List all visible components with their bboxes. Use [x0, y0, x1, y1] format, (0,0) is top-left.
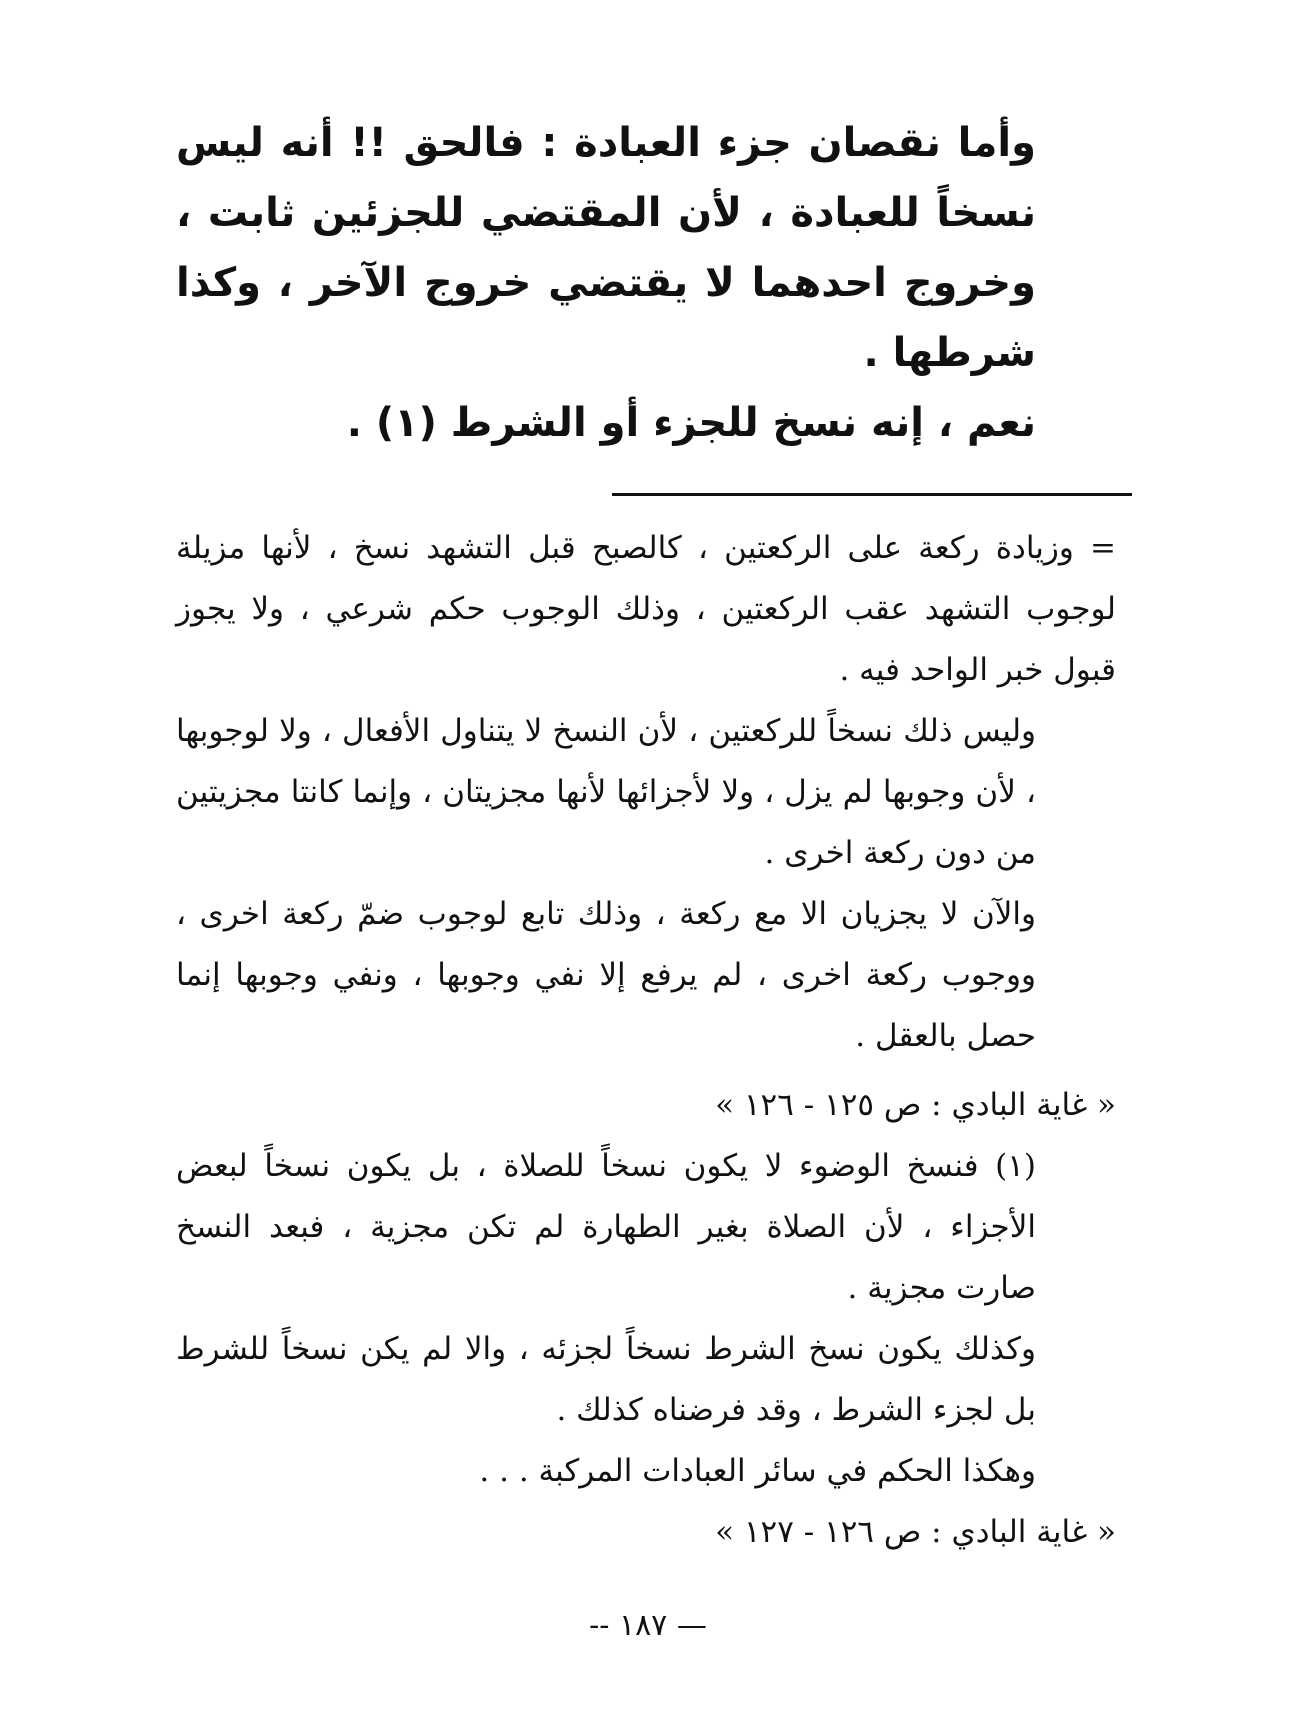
footnote-separator [612, 493, 1132, 496]
main-paragraph: نعم ، إنه نسخ للجزء أو الشرط (١) . [346, 400, 1036, 446]
footnote-source: « غاية البادي : ص ١٢٥ - ١٢٦ » [715, 1087, 1116, 1123]
footnote-paragraph: = وزيادة ركعة على الركعتين ، كالصبح قبل التشهد نسخ ، لأنها مزيلة لوجوب التشهد عقب الركعتين ، وذلك الوجوب حكم شرعي ، ولا يجوز قبول خبر الواحد فيه . [176, 530, 1116, 688]
footnote-paragraph: والآن لا يجزيان الا مع ركعة ، وذلك تابع لوجوب ضمّ ركعة اخرى ، ووجوب ركعة اخرى ، لم يرفع إلا نفي وجوبها ، ونفي وجوبها إنما حصل بالعقل . [176, 896, 1036, 1054]
main-text-block [176, 108, 1116, 458]
footnote-paragraph: (١) فنسخ الوضوء لا يكون نسخاً للصلاة ، بل يكون نسخاً لبعض الأجزاء ، لأن الصلاة بغير الطهارة لم تكن مجزية ، فبعد النسخ صارت مجزية . [176, 1148, 1036, 1306]
main-paragraph: وأما نقصان جزء العبادة : فالحق !! أنه ليس نسخاً للعبادة ، لأن المقتضي للجزئين ثابت ، وخروج احدهما لا يقتضي خروج الآخر ، وكذا شرطها . [176, 120, 1036, 376]
footnote-paragraph: وليس ذلك نسخاً للركعتين ، لأن النسخ لا يتناول الأفعال ، ولا لوجوبها ، لأن وجوبها لم يزل ، ولا لأجزائها لأنها مجزيتان ، وإنما كانتا مجزيتين من دون ركعة اخرى . [176, 713, 1036, 871]
page-number: — ١٨٧ -- [589, 1608, 707, 1643]
footnote-paragraph: وكذلك يكون نسخ الشرط نسخاً لجزئه ، والا لم يكن نسخاً للشرط بل لجزء الشرط ، وقد فرضناه كذلك . [176, 1331, 1036, 1428]
footnote-paragraph: وهكذا الحكم في سائر العبادات المركبة . . . [479, 1453, 1036, 1489]
footnotes-block [176, 518, 1116, 1563]
footnote-source: « غاية البادي : ص ١٢٦ - ١٢٧ » [715, 1514, 1116, 1550]
